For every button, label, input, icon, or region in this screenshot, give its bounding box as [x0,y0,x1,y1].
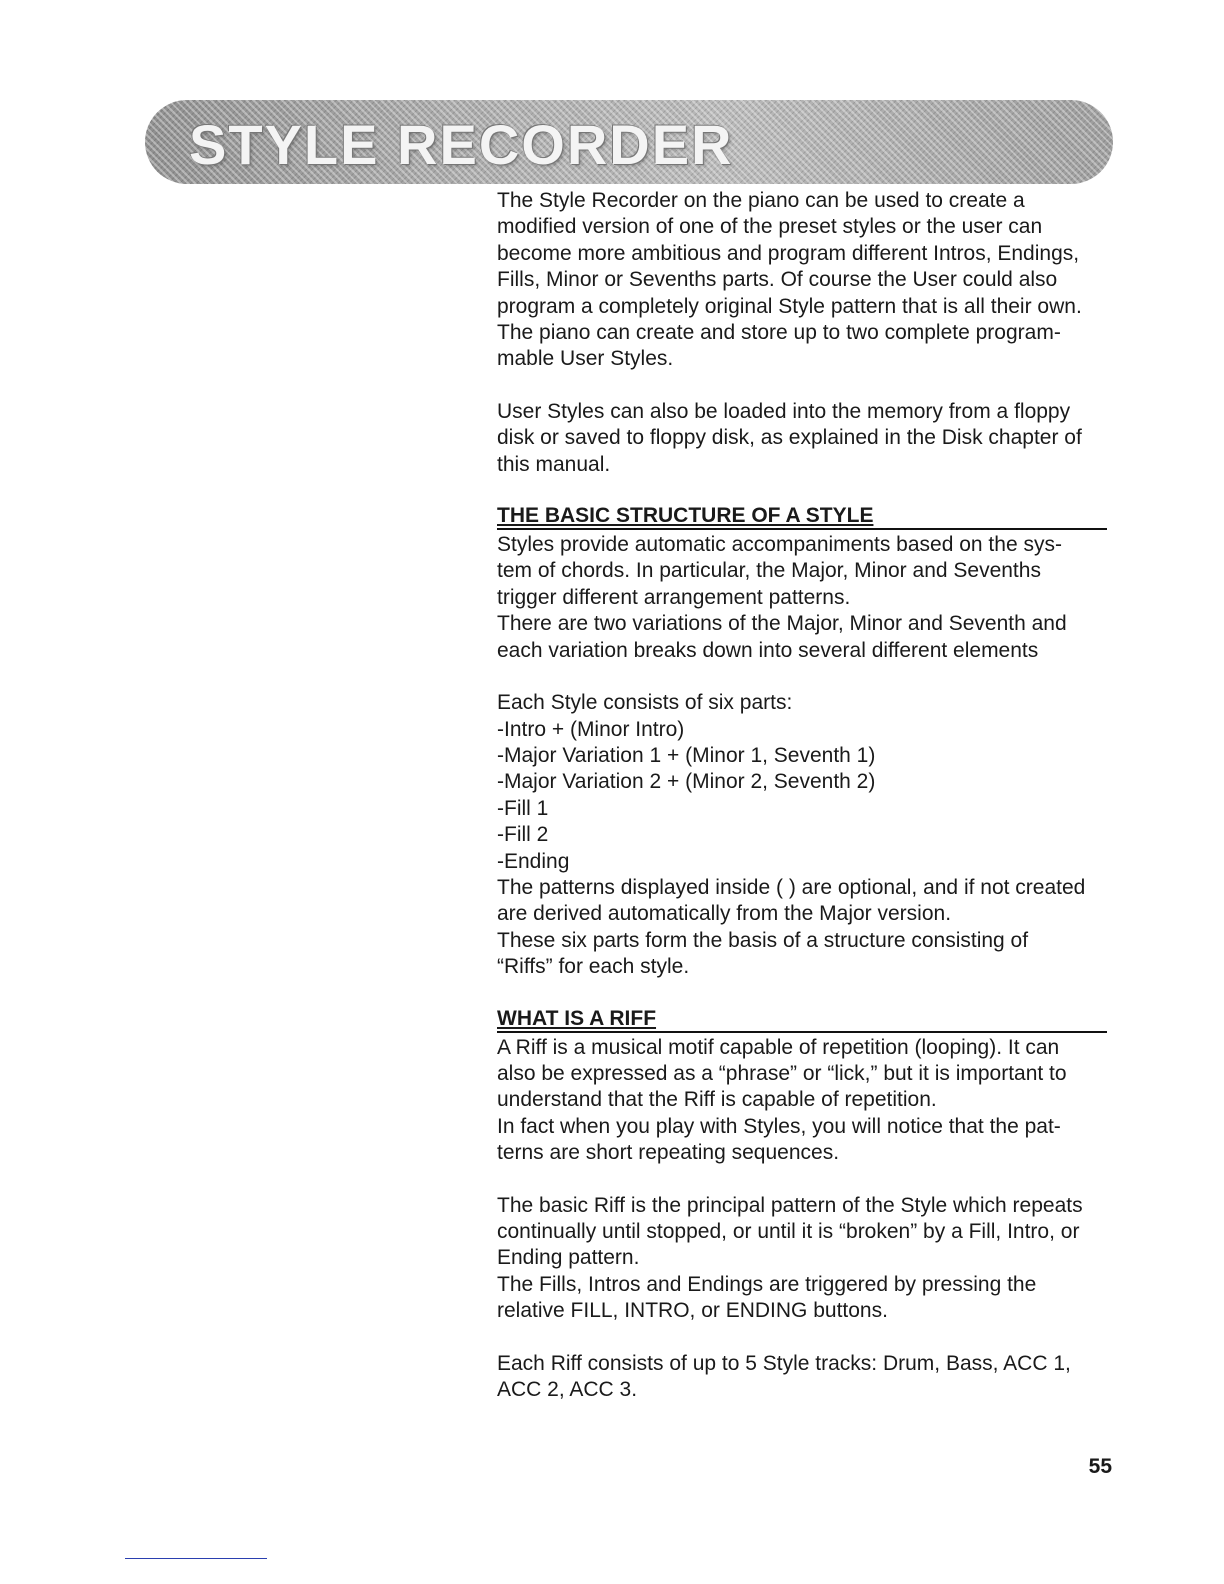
section-heading-rule [497,504,1107,530]
text-line: this manual. [497,452,611,476]
list-item: -Ending [497,849,570,873]
text-line: The Style Recorder on the piano can be used to create a [497,189,1025,212]
footer-rule [125,1558,267,1559]
text-line: program a completely original Style pattern that is all their own. [497,294,1082,318]
basic-riff-paragraph [497,1193,1107,1325]
text-line: Styles provide automatic accompaniments based on the sys- [497,533,1062,557]
text-line: The Fills, Intros and Endings are triggered by pressing the [497,1272,1037,1296]
disk-paragraph [497,399,1107,478]
text-line: each variation breaks down into several different elements [497,638,1039,662]
list-item: -Fill 1 [497,796,549,820]
section-heading-riff: WHAT IS A RIFF [497,1006,657,1030]
text-line: The piano can create and store up to two complete program- [497,321,1061,345]
text-line: “Riffs” for each style. [497,955,690,979]
text-line: mable User Styles. [497,347,674,371]
basic-structure-paragraph [497,532,1107,664]
text-line: The patterns displayed inside ( ) are optional, and if not created [497,875,1086,899]
text-line: A Riff is a musical motif capable of repetition (looping). It can [497,1035,1060,1059]
list-item: -Intro + (Minor Intro) [497,717,685,741]
text-line: Ending pattern. [497,1246,640,1270]
text-line: Each Riff consists of up to 5 Style tracks: Drum, Bass, ACC 1, [497,1351,1071,1375]
text-line: Fills, Minor or Sevenths parts. Of course the User could also [497,268,1058,292]
text-line: also be expressed as a “phrase” or “lick,” but it is important to [497,1061,1067,1085]
text-line: Each Style consists of six parts: [497,691,793,715]
text-line: are derived automatically from the Major version. [497,902,952,926]
banner-title: STYLE RECORDER [189,113,734,176]
text-line: trigger different arrangement patterns. [497,585,851,609]
page-number: 55 [1088,1455,1112,1478]
section-heading-rule [497,1007,1107,1033]
parts-list [497,690,1107,980]
text-line: become more ambitious and program different Intros, Endings, [497,241,1080,265]
page-content [497,188,1107,1429]
list-item: -Fill 2 [497,823,549,847]
text-line: continually until stopped, or until it is “broken” by a Fill, Intro, or [497,1220,1080,1243]
tracks-paragraph [497,1351,1107,1404]
text-line: disk or saved to floppy disk, as explained in the Disk chapter of [497,426,1082,450]
section-banner [145,100,1113,184]
text-line: relative FILL, INTRO, or ENDING buttons. [497,1299,888,1323]
text-line: There are two variations of the Major, Minor and Seventh and [497,612,1067,636]
text-line: User Styles can also be loaded into the memory from a floppy [497,399,1071,423]
intro-paragraph [497,188,1107,373]
text-line: modified version of one of the preset styles or the user can [497,215,1043,239]
text-line: tem of chords. In particular, the Major, Minor and Sevenths [497,559,1041,583]
list-item: -Major Variation 2 + (Minor 2, Seventh 2) [497,770,876,794]
text-line: These six parts form the basis of a structure consisting of [497,928,1029,952]
riff-paragraph [497,1035,1107,1167]
text-line: terns are short repeating sequences. [497,1141,840,1165]
section-heading-basic-structure: THE BASIC STRUCTURE OF A STYLE [497,504,874,528]
text-line: The basic Riff is the principal pattern of the Style which repeats [497,1193,1083,1217]
list-item: -Major Variation 1 + (Minor 1, Seventh 1) [497,743,876,767]
text-line: In fact when you play with Styles, you will notice that the pat- [497,1114,1061,1138]
text-line: ACC 2, ACC 3. [497,1378,638,1402]
text-line: understand that the Riff is capable of repetition. [497,1088,937,1112]
